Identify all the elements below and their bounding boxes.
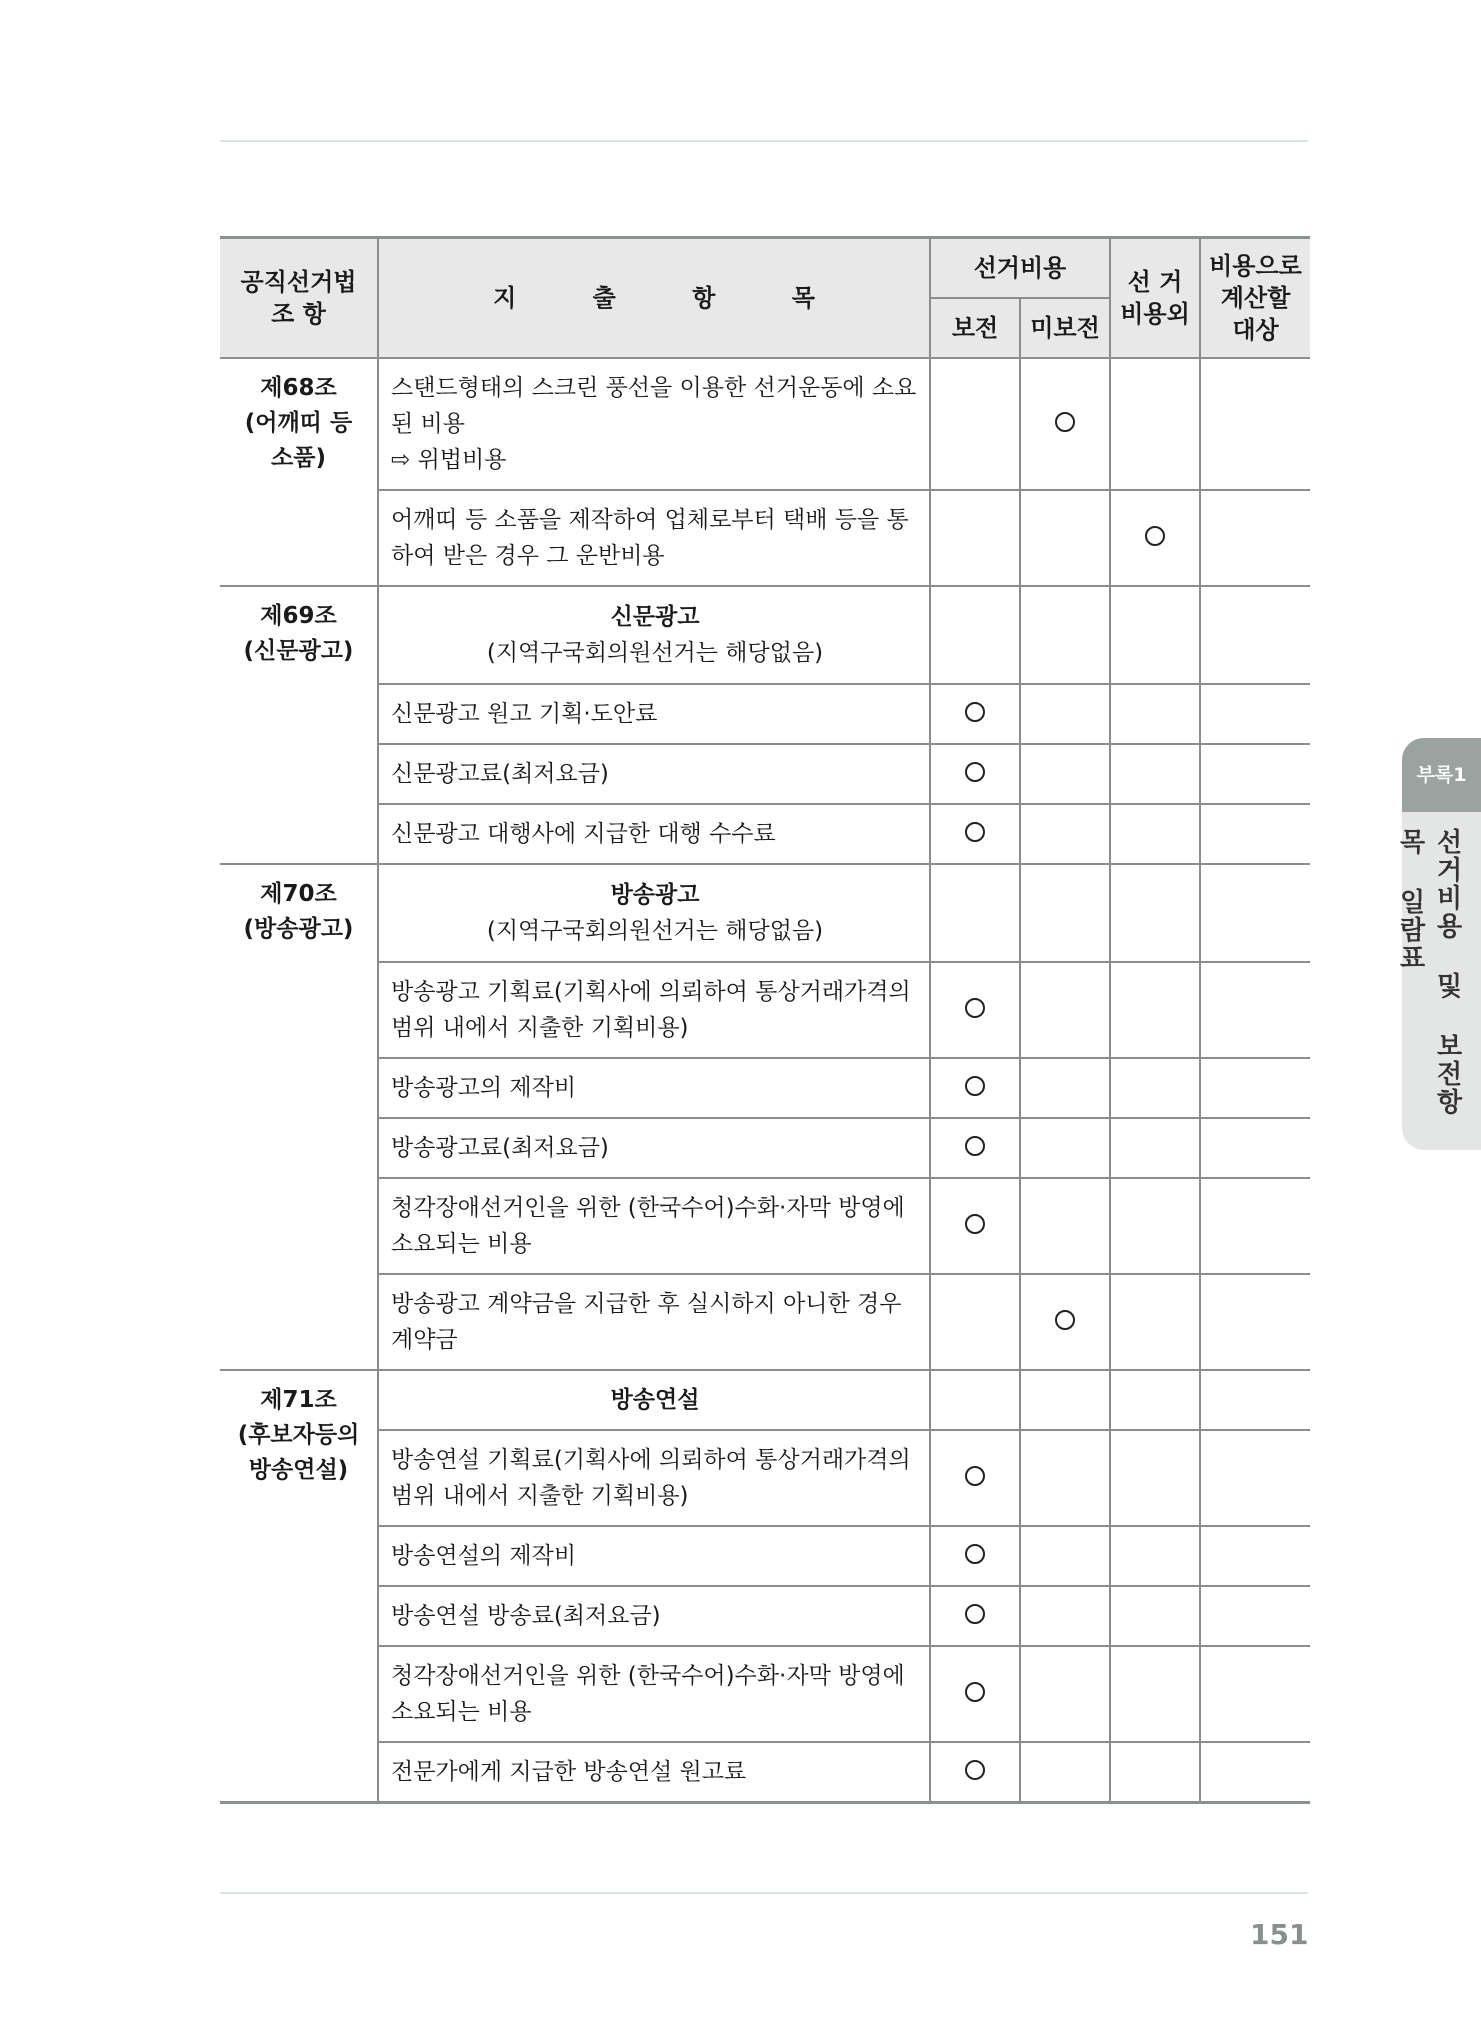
- mark-cell-preserved: [930, 1178, 1020, 1274]
- expense-item-cell: [378, 684, 930, 744]
- mark-cell-unpreserved: [1020, 1742, 1110, 1802]
- header-non-election: 선 거 비용외: [1110, 238, 1200, 359]
- side-tab-title: 선거비용 및 보전항목 일람표: [1395, 828, 1462, 1116]
- bottom-rule: [220, 1892, 1308, 1894]
- law-article-text: 제69조 (신문광고): [243, 603, 354, 664]
- mark-cell-non-election: [1110, 804, 1200, 864]
- mark-cell-preserved: [930, 804, 1020, 864]
- expense-item-text: 방송연설: [610, 1387, 700, 1413]
- table-row: [220, 684, 1310, 744]
- mark-cell-unpreserved: [1020, 1586, 1110, 1646]
- table-row: [220, 1370, 1310, 1430]
- mark-cell-preserved: [930, 684, 1020, 744]
- mark-cell-preserved: [930, 1586, 1020, 1646]
- expense-item-text: 방송연설의 제작비: [391, 1543, 577, 1569]
- circle-mark-icon: [965, 1136, 985, 1156]
- mark-cell-non-election: [1110, 490, 1200, 586]
- expense-item-text: 전문가에게 지급한 방송연설 원고료: [391, 1758, 747, 1785]
- page-number: 151: [1250, 1918, 1309, 1951]
- table-row: [220, 490, 1310, 586]
- mark-cell-non-election: [1110, 1370, 1200, 1430]
- mark-cell-calc-target: [1200, 1178, 1310, 1274]
- mark-cell-unpreserved: [1020, 1526, 1110, 1586]
- mark-cell-non-election: [1110, 1274, 1200, 1370]
- mark-cell-calc-target: [1200, 684, 1310, 744]
- circle-mark-icon: [965, 1604, 985, 1624]
- expense-table: [220, 236, 1310, 1804]
- mark-cell-calc-target: [1200, 1430, 1310, 1526]
- mark-cell-preserved: [930, 1742, 1020, 1802]
- table-row: [220, 1178, 1310, 1274]
- mark-cell-unpreserved: [1020, 864, 1110, 962]
- mark-cell-preserved: [930, 358, 1020, 490]
- mark-cell-unpreserved: [1020, 744, 1110, 804]
- header-election-cost: 선거비용: [930, 238, 1110, 299]
- circle-mark-icon: [965, 1760, 985, 1780]
- mark-cell-preserved: [930, 1370, 1020, 1430]
- circle-mark-icon: [965, 822, 985, 842]
- mark-cell-preserved: [930, 744, 1020, 804]
- expense-item-cell: [378, 490, 930, 586]
- header-unpreserved: 미보전: [1020, 298, 1110, 358]
- circle-mark-icon: [965, 1466, 985, 1486]
- mark-cell-unpreserved: [1020, 684, 1110, 744]
- mark-cell-preserved: [930, 1274, 1020, 1370]
- mark-cell-non-election: [1110, 1526, 1200, 1586]
- mark-cell-preserved: [930, 1646, 1020, 1742]
- circle-mark-icon: [965, 762, 985, 782]
- mark-cell-non-election: [1110, 1430, 1200, 1526]
- mark-cell-calc-target: [1200, 1118, 1310, 1178]
- expense-item-text: 스탠드형태의 스크린 풍선을 이용한 선거운동에 소요된 비용 ⇨ 위법비용: [391, 375, 917, 473]
- expense-item-cell: [378, 358, 930, 490]
- mark-cell-non-election: [1110, 864, 1200, 962]
- mark-cell-non-election: [1110, 358, 1200, 490]
- side-tab-label: 부록1: [1402, 738, 1481, 812]
- expense-item-text: 방송광고 기획료(기획사에 의뢰하여 통상거래가격의 범위 내에서 지출한 기획비용): [391, 979, 911, 1041]
- circle-mark-icon: [965, 1076, 985, 1096]
- expense-item-cell: [378, 1370, 930, 1430]
- expense-item-cell: [378, 1274, 930, 1370]
- expense-item-cell: [378, 744, 930, 804]
- mark-cell-unpreserved: [1020, 358, 1110, 490]
- mark-cell-calc-target: [1200, 1646, 1310, 1742]
- mark-cell-preserved: [930, 490, 1020, 586]
- mark-cell-preserved: [930, 1058, 1020, 1118]
- mark-cell-preserved: [930, 1430, 1020, 1526]
- expense-item-note: (지역구국회의원선거는 해당없음): [486, 918, 824, 944]
- circle-mark-icon: [1055, 1310, 1075, 1330]
- mark-cell-unpreserved: [1020, 586, 1110, 684]
- mark-cell-preserved: [930, 1526, 1020, 1586]
- table-row: [220, 804, 1310, 864]
- expense-item-cell: [378, 804, 930, 864]
- expense-item-text: 방송연설 방송료(최저요금): [391, 1603, 661, 1629]
- mark-cell-non-election: [1110, 684, 1200, 744]
- mark-cell-unpreserved: [1020, 1118, 1110, 1178]
- law-article-text: 제68조 (어깨띠 등 소품): [244, 375, 353, 471]
- mark-cell-unpreserved: [1020, 804, 1110, 864]
- expense-item-text: 방송연설 기획료(기획사에 의뢰하여 통상거래가격의 범위 내에서 지출한 기획비용): [391, 1447, 911, 1509]
- mark-cell-non-election: [1110, 744, 1200, 804]
- mark-cell-calc-target: [1200, 1742, 1310, 1802]
- mark-cell-calc-target: [1200, 358, 1310, 490]
- table-row: [220, 358, 1310, 490]
- circle-mark-icon: [1055, 412, 1075, 432]
- expense-item-cell: [378, 1586, 930, 1646]
- expense-item-cell: [378, 1430, 930, 1526]
- table-row: [220, 962, 1310, 1058]
- mark-cell-calc-target: [1200, 1526, 1310, 1586]
- mark-cell-calc-target: [1200, 1058, 1310, 1118]
- mark-cell-calc-target: [1200, 962, 1310, 1058]
- mark-cell-preserved: [930, 586, 1020, 684]
- mark-cell-unpreserved: [1020, 490, 1110, 586]
- mark-cell-preserved: [930, 1118, 1020, 1178]
- mark-cell-calc-target: [1200, 804, 1310, 864]
- expense-item-text: 어깨띠 등 소품을 제작하여 업체로부터 택배 등을 통하여 받은 경우 그 운반비용: [391, 507, 909, 569]
- mark-cell-unpreserved: [1020, 962, 1110, 1058]
- mark-cell-calc-target: [1200, 586, 1310, 684]
- expense-item-text: 방송광고 계약금을 지급한 후 실시하지 아니한 경우 계약금: [391, 1291, 902, 1353]
- circle-mark-icon: [1145, 526, 1165, 546]
- table-body: [220, 358, 1310, 1802]
- mark-cell-non-election: [1110, 1118, 1200, 1178]
- law-article-text: 제71조 (후보자등의 방송연설): [237, 1387, 360, 1483]
- table-row: [220, 864, 1310, 962]
- mark-cell-non-election: [1110, 1178, 1200, 1274]
- header-item: 지 출 항 목: [378, 238, 930, 359]
- table-row: [220, 586, 1310, 684]
- mark-cell-non-election: [1110, 586, 1200, 684]
- expense-item-text: 신문광고료(최저요금): [391, 761, 609, 787]
- expense-item-cell: [378, 1118, 930, 1178]
- table-row: [220, 1118, 1310, 1178]
- mark-cell-preserved: [930, 864, 1020, 962]
- expense-item-text: 신문광고 원고 기획·도안료: [391, 701, 658, 727]
- expense-item-text: 청각장애선거인을 위한 (한국수어)수화·자막 방영에 소요되는 비용: [391, 1195, 905, 1257]
- table-row: [220, 1742, 1310, 1802]
- expense-item-text: 신문광고 대행사에 지급한 대행 수수료: [391, 821, 776, 847]
- expense-item-cell: [378, 1646, 930, 1742]
- expense-item-text: 청각장애선거인을 위한 (한국수어)수화·자막 방영에 소요되는 비용: [391, 1663, 905, 1725]
- expense-item-cell: [378, 864, 930, 962]
- expense-item-text: 방송광고의 제작비: [391, 1075, 577, 1101]
- top-rule: [220, 140, 1308, 142]
- mark-cell-non-election: [1110, 962, 1200, 1058]
- expense-item-note: (지역구국회의원선거는 해당없음): [486, 640, 824, 666]
- table-row: [220, 1274, 1310, 1370]
- expense-item-text: 방송광고: [610, 882, 700, 908]
- circle-mark-icon: [965, 998, 985, 1018]
- table-row: [220, 1586, 1310, 1646]
- circle-mark-icon: [965, 1682, 985, 1702]
- mark-cell-calc-target: [1200, 1370, 1310, 1430]
- expense-item-cell: [378, 1178, 930, 1274]
- mark-cell-non-election: [1110, 1742, 1200, 1802]
- table-row: [220, 1526, 1310, 1586]
- law-article-cell: [220, 358, 378, 586]
- expense-item-text: 방송광고료(최저요금): [391, 1135, 609, 1161]
- mark-cell-unpreserved: [1020, 1058, 1110, 1118]
- mark-cell-unpreserved: [1020, 1274, 1110, 1370]
- law-article-text: 제70조 (방송광고): [243, 881, 354, 942]
- circle-mark-icon: [965, 1214, 985, 1234]
- expense-item-text: 신문광고: [610, 604, 700, 630]
- law-article-cell: [220, 586, 378, 864]
- law-article-cell: [220, 864, 378, 1370]
- expense-item-cell: [378, 1526, 930, 1586]
- table-row: [220, 1646, 1310, 1742]
- expense-item-cell: [378, 962, 930, 1058]
- mark-cell-unpreserved: [1020, 1430, 1110, 1526]
- circle-mark-icon: [965, 702, 985, 722]
- expense-item-cell: [378, 1742, 930, 1802]
- law-article-cell: [220, 1370, 378, 1802]
- circle-mark-icon: [965, 1544, 985, 1564]
- mark-cell-calc-target: [1200, 864, 1310, 962]
- table-row: [220, 744, 1310, 804]
- mark-cell-unpreserved: [1020, 1646, 1110, 1742]
- mark-cell-non-election: [1110, 1058, 1200, 1118]
- mark-cell-non-election: [1110, 1646, 1200, 1742]
- header-calc-target: 비용으로 계산할 대상: [1200, 238, 1310, 359]
- expense-item-cell: [378, 1058, 930, 1118]
- table-row: [220, 1430, 1310, 1526]
- mark-cell-unpreserved: [1020, 1178, 1110, 1274]
- mark-cell-calc-target: [1200, 1274, 1310, 1370]
- mark-cell-calc-target: [1200, 744, 1310, 804]
- header-preserved: 보전: [930, 298, 1020, 358]
- mark-cell-calc-target: [1200, 1586, 1310, 1646]
- table-row: [220, 1058, 1310, 1118]
- mark-cell-unpreserved: [1020, 1370, 1110, 1430]
- header-law: 공직선거법 조 항: [220, 238, 378, 359]
- mark-cell-preserved: [930, 962, 1020, 1058]
- mark-cell-calc-target: [1200, 490, 1310, 586]
- mark-cell-non-election: [1110, 1586, 1200, 1646]
- expense-item-cell: [378, 586, 930, 684]
